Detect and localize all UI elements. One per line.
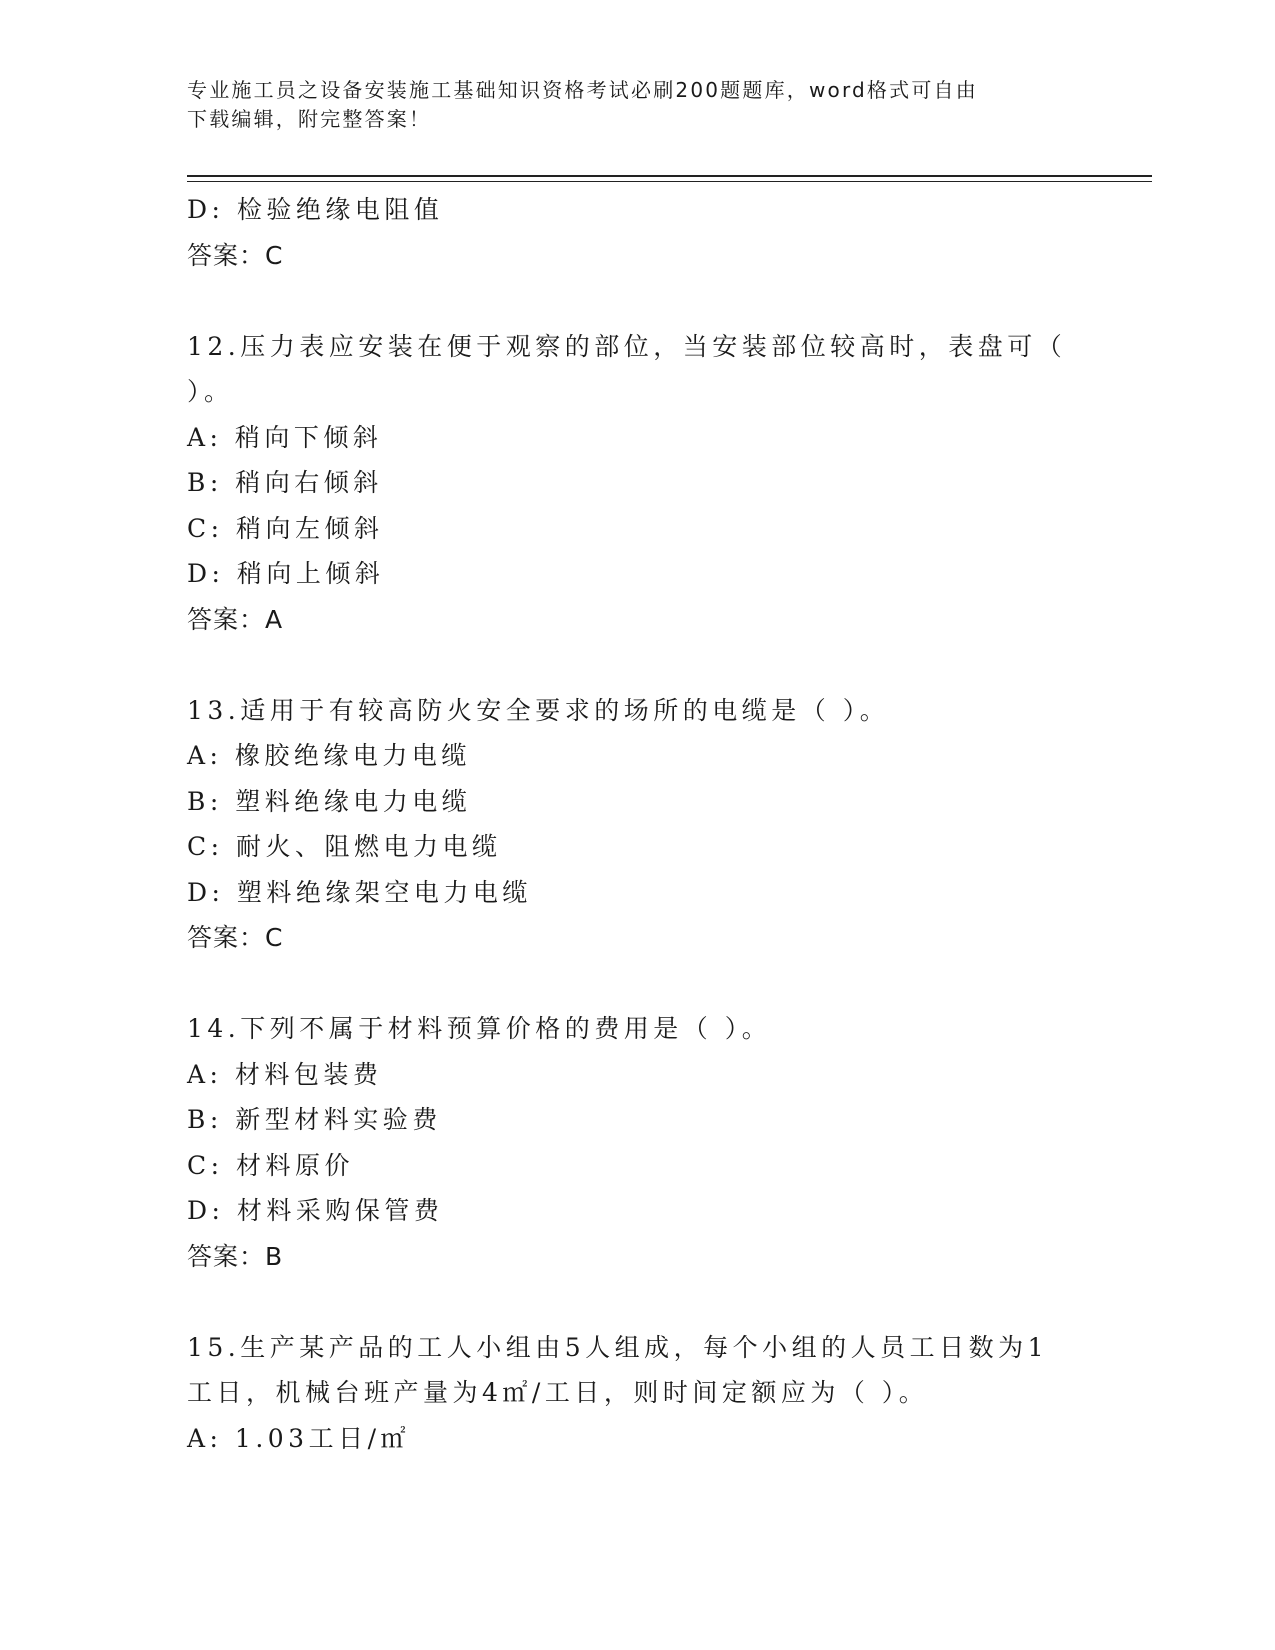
option-a: A: 材料包装费 [187,1059,383,1089]
question-13 [187,688,1067,961]
question-12 [187,324,1067,643]
answer-line: 答案：A [187,604,284,634]
option-c: C: 材料原价 [187,1150,354,1180]
option-d: D: 稍向上倾斜 [187,559,385,588]
option-b: B: 塑料绝缘电力电缆 [187,786,472,816]
question-14 [187,1006,1067,1279]
option-a: A: 1.03工日/㎡ [187,1423,411,1453]
header-line-2: 下载编辑，附完整答案！ [187,107,432,131]
question-text: 12.压力表应安装在便于观察的部位，当安装部位较高时，表盘可（ ）。 [187,331,1067,406]
option-a: A: 稍向下倾斜 [187,422,383,452]
question-content [187,187,1067,1461]
header-rule-thick [187,175,1152,177]
option-d: D: 检验绝缘电阻值 [187,195,444,224]
header-rule-thin [187,181,1152,182]
question-text: 13.适用于有较高防火安全要求的场所的电缆是（ ）。 [187,695,890,725]
answer-line: 答案：C [187,240,284,270]
question-15 [187,1325,1067,1462]
option-b: B: 稍向右倾斜 [187,468,383,497]
answer-line: 答案：C [187,923,284,952]
option-c: C: 耐火、阻燃电力电缆 [187,832,502,861]
option-c: C: 稍向左倾斜 [187,513,384,543]
question-text: 15.生产某产品的工人小组由5人组成，每个小组的人员工日数为1工日，机械台班产量为4㎡/工日，则时间定额应为（ ）。 [187,1332,1049,1407]
question-text: 14.下列不属于材料预算价格的费用是（ ）。 [187,1014,772,1043]
option-a: A: 橡胶绝缘电力电缆 [187,741,471,770]
option-d: D: 材料采购保管费 [187,1196,444,1225]
option-b: B: 新型材料实验费 [187,1105,442,1134]
answer-line: 答案：B [187,1241,284,1271]
document-header [187,76,1087,134]
header-line-1: 专业施工员之设备安装施工基础知识资格考试必刷200题题库，word格式可自由 [187,78,978,102]
option-d: D: 塑料绝缘架空电力电缆 [187,877,532,907]
